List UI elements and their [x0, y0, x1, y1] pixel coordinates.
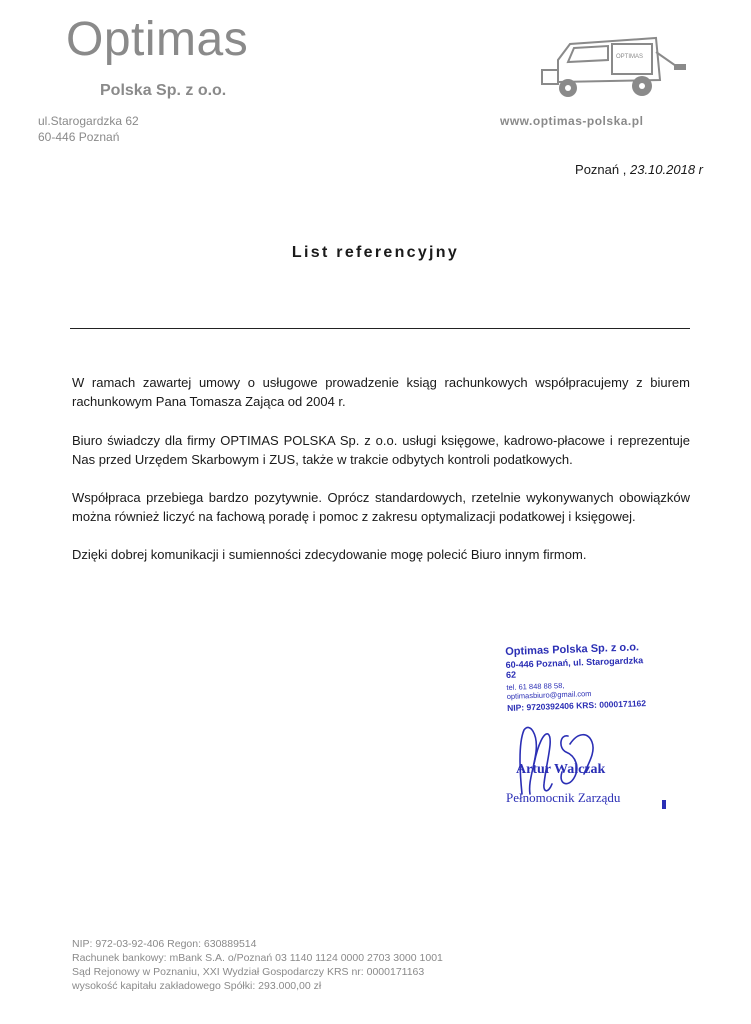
document-title: List referencyjny [291, 244, 460, 261]
stamp-address: 60-446 Poznań, ul. Starogardzka 62 [505, 655, 644, 680]
signatory-role: Pełnomocnik Zarządu [506, 790, 621, 805]
company-website: www.optimas-polska.pl [500, 114, 644, 128]
dateline-place: Poznań , [575, 162, 627, 177]
company-address-city: 60-446 Poznań [38, 130, 120, 144]
signatory-name: Artur Walczak [516, 762, 606, 777]
footer-share-capital: wysokość kapitału zakładowego Spółki: 293.000,00 zł [72, 980, 322, 992]
stamp-contact: tel. 61 848 88 58, optimasbiuro@gmail.com [506, 680, 592, 701]
body-paragraph-3: Współpraca przebiega bardzo pozytywnie. Oprócz standardowych, rzetelnie wykonywanych obowiązków można również liczyć na fachową poradę i pomoc z zakresu optymalizacji podatkowej i księgowej. [72, 490, 690, 524]
company-logo-subtitle: Polska Sp. z o.o. [100, 82, 227, 99]
dateline [575, 162, 703, 177]
body-paragraph-1: W ramach zawartej umowy o usługowe prowadzenie ksiąg rachunkowych współpracujemy z biurem rachunkowym Pana Tomasza Zająca od 2004 r. [72, 375, 690, 409]
dateline-date: 23.10.2018 r [629, 162, 703, 177]
company-address-street: ul.Starogardzka 62 [38, 114, 139, 128]
company-stamp [505, 641, 649, 713]
footer-tax-ids: NIP: 972-03-92-406 Regon: 630889514 [72, 938, 257, 950]
footer-court-registry: Sąd Rejonowy w Poznaniu, XXI Wydział Gospodarczy KRS nr: 0000171163 [72, 966, 425, 978]
truck-logo-label: OPTIMAS [616, 54, 644, 60]
stamp-registry: NIP: 9720392406 KRS: 0000171162 [506, 698, 647, 713]
footer-bank-account: Rachunek bankowy: mBank S.A. o/Poznań 03 1140 1124 0000 2703 3000 1001 [72, 952, 443, 964]
body-paragraph-2: Biuro świadczy dla firmy OPTIMAS POLSKA Sp. z o.o. usługi księgowe, kadrowo-płacowe i reprezentuje Nas przed Urzędem Skarbowym i ZUS, także w trakcie odbytych kontroli podatkowych. [72, 433, 690, 467]
truck-logo-icon [538, 30, 688, 102]
title-divider [70, 328, 690, 329]
ink-mark [662, 800, 666, 809]
company-logo-name: Optimas [66, 13, 249, 66]
stamp-company-name: Optimas Polska Sp. z o.o. [505, 641, 640, 658]
body-paragraph-4: Dzięki dobrej komunikacji i sumienności zdecydowanie mogę polecić Biuro innym firmom. [72, 547, 587, 562]
handwritten-signature [508, 724, 618, 798]
